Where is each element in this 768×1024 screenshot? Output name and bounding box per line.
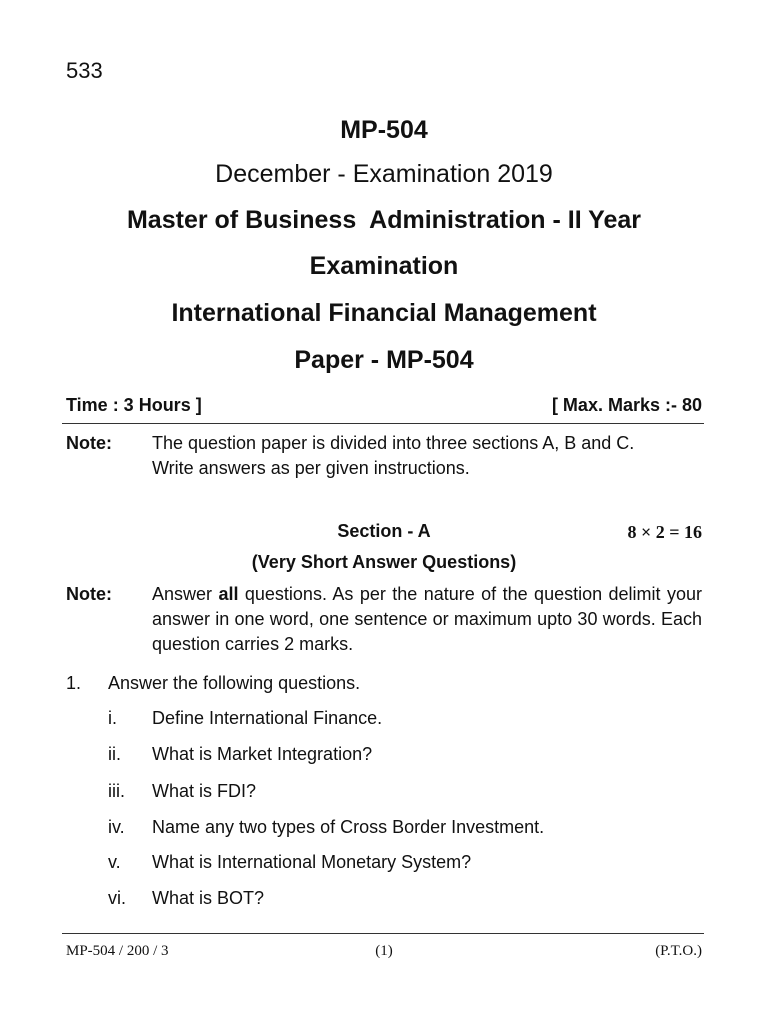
sub-question-number: v. (108, 852, 121, 872)
paper-title: Paper - MP-504 (294, 346, 474, 374)
sub-question-number: i. (108, 708, 117, 728)
sub-question-number: vi. (108, 888, 126, 908)
paper-code-title: MP-504 (340, 116, 428, 144)
page-number: (1) (375, 943, 393, 959)
sub-question-text: Define International Finance. (152, 708, 383, 728)
section-a-subtitle: (Very Short Answer Questions) (251, 552, 517, 572)
subject-title: International Financial Management (171, 299, 597, 327)
general-note-text (152, 431, 702, 481)
question-text: Answer the following questions. (108, 673, 361, 693)
sub-question-text: What is FDI? (152, 781, 257, 801)
time-marks-row (66, 395, 702, 416)
general-note-line1: The question paper is divided into three sections A, B and C. (152, 433, 635, 453)
section-note-label: Note: (66, 584, 112, 604)
section-note-emphasis: all (218, 584, 239, 604)
general-note-line2: Write answers as per given instructions. (152, 458, 470, 478)
section-note-part1: Answer (152, 584, 219, 604)
page-footer (66, 943, 702, 960)
exam-title: December - Examination 2019 (215, 160, 553, 188)
time-limit: Time : 3 Hours ] (66, 395, 202, 415)
please-turn-over: (P.T.O.) (655, 943, 702, 959)
document-number: 533 (66, 58, 103, 83)
max-marks: [ Max. Marks :- 80 (551, 395, 702, 415)
sub-question-number: iv. (108, 817, 125, 837)
general-note-label: Note: (66, 433, 112, 453)
degree-title-line2: Examination (309, 252, 459, 280)
degree-title: Master of Business Administration - II Year (126, 206, 642, 234)
footer-divider (62, 933, 704, 934)
sub-question-number: ii. (108, 744, 121, 764)
section-a-marks: 8 × 2 = 16 (627, 522, 702, 542)
sub-question-text: What is International Monetary System? (152, 852, 472, 872)
section-note-text (152, 582, 702, 657)
header-divider (62, 423, 704, 424)
section-a-title: Section - A (337, 521, 431, 541)
sub-question-text: What is Market Integration? (152, 744, 373, 764)
sub-question-text: Name any two types of Cross Border Investment. (152, 817, 545, 837)
question-number: 1. (66, 673, 82, 693)
section-note-part2: questions. As per the nature of the question delimit your answer in one word, one sentence or maximum upto 30 words. Each question carries 2 marks. (152, 584, 702, 654)
sub-question-number: iii. (108, 781, 125, 801)
footer-paper-ref: MP-504 / 200 / 3 (66, 943, 169, 959)
sub-question-text: What is BOT? (152, 888, 265, 908)
